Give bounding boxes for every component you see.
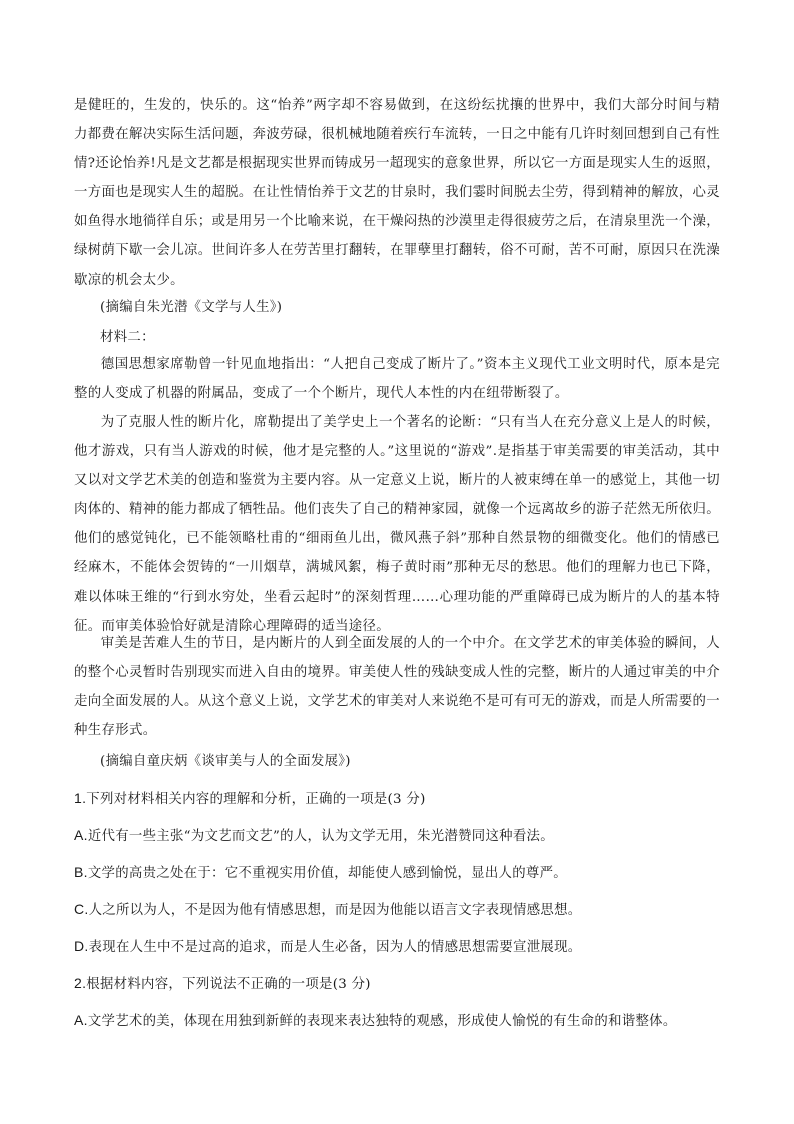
option-text: 近代有一些主张“为文艺而文艺”的人，认为文学无用，朱光潜赞同这种看法。 <box>87 829 554 844</box>
option-text: 表现在人生中不是过高的追求，而是人生必备，因为人的情感思想需要宣泄展现。 <box>88 940 582 955</box>
option-key: D. <box>74 938 89 954</box>
question-1-stem <box>74 788 734 810</box>
option-key: C. <box>74 901 89 917</box>
material1-paragraph: 是健旺的，生发的，快乐的。这“怡养”两字却不容易做到，在这纷纭扰攘的世界中，我们大部分时间与精力都费在解决实际生活问题，奔波劳碌，很机械地随着疾行车流转，一日之中能有几许时刻回想到自己有性情?还论怡养!凡是文艺都是根据现实世界而铸成另一超现实的意象世界，所以它一方面是现实人生的返照，一方面也是现实人生的超脱。在让性情怡养于文艺的甘泉时，我们霎时间脱去尘劳，得到精神的解放，心灵如鱼得水地徜徉自乐；或是用另一个比喻来说，在干燥闷热的沙漠里走得很疲劳之后，在清泉里洗一个澡，绿树荫下歇一会儿凉。世间许多人在劳苦里打翻转，在罪孽里打翻转，俗不可耐，苦不可耐，原因只在洗澡歇凉的机会太少。 <box>74 98 720 288</box>
question-text: 下列对材料相关内容的理解和分析，正确的一项是(3 分) <box>86 792 426 807</box>
material1-source: (摘编自朱光潜《文学与人生》) <box>100 300 283 315</box>
question-2-option-a[interactable] <box>74 1010 734 1032</box>
material2-paragraph-2: 为了克服人性的断片化，席勒提出了美学史上一个著名的论断：“只有当人在充分意义上是人的时候，他才游戏，只有当人游戏的时候，他才是完整的人。”这里说的“游戏”.是指基于审美需要的审美活动，其中又以对文学艺术美的创造和鉴赏为主要内容。从一定意义上说，断片的人被束缚在单一的感觉上，其他一切肉体的、精神的能力都成了牺牲品。他们丧失了自己的精神家园，就像一个远离故乡的游子茫然无所依归。他们的感觉钝化，已不能领略杜甫的“细雨鱼儿出，微风燕子斜”那种自然景物的细微变化。他们的情感已经麻木，不能体会贺铸的“一川烟草，满城风絮，梅子黄时雨”那种无尽的愁思。他们的理解力也已下降，难以体味王维的“行到水穷处，坐看云起时”的深刻哲理……心理功能的严重障碍已成为断片的人的基本特征。而审美体验恰好就是清除心理障碍的适当途径。 <box>74 415 720 634</box>
option-text: 文学艺术的美，体现在用独到新鲜的表现来表达独特的观感，形成使人愉悦的有生命的和谐整体。 <box>87 1014 677 1029</box>
question-1-option-b[interactable] <box>74 862 734 884</box>
material2-paragraph-3: 审美是苦难人生的节日，是内断片的人到全面发展的人的一个中介。在文学艺术的审美体验的瞬间，人的整个心灵暂时告别现实而进入自由的境界。审美使人性的残缺变成人性的完整，断片的人通过审美的中介走向全面发展的人。从这个意义上说，文学艺术的审美对人来说绝不是可有可无的游戏，而是人所需要的一种生存形式。 <box>74 636 720 739</box>
option-text: 人之所以为人，不是因为他有情感思想，而是因为他能以语言文字表现情感思想。 <box>88 903 582 918</box>
material2-paragraph-1: 德国思想家席勒曾一针见血地指出：“人把自己变成了断片了。”资本主义现代工业文明时代，原本是完整的人变成了机器的附属品，变成了一个个断片，现代人本性的内在纽带断裂了。 <box>74 357 720 402</box>
option-key: A. <box>74 1012 88 1028</box>
question-number: 2. <box>74 975 87 991</box>
question-1-option-d[interactable] <box>74 936 734 958</box>
material2-source: (摘编自童庆炳《谈审美与人的全面发展》) <box>100 754 351 769</box>
option-key: B. <box>74 864 88 880</box>
question-number: 1. <box>74 790 87 806</box>
material2-heading: 材料二： <box>100 330 155 345</box>
option-key: A. <box>74 827 88 843</box>
question-1-option-a[interactable] <box>74 825 734 847</box>
option-text: 文学的高贵之处在于：它不重视实用价值，却能使人感到愉悦，显出人的尊严。 <box>87 866 567 881</box>
question-1-option-c[interactable] <box>74 899 734 921</box>
question-2-stem <box>74 973 734 995</box>
question-text: 根据材料内容，下列说法不正确的一项是(3 分) <box>86 977 371 992</box>
